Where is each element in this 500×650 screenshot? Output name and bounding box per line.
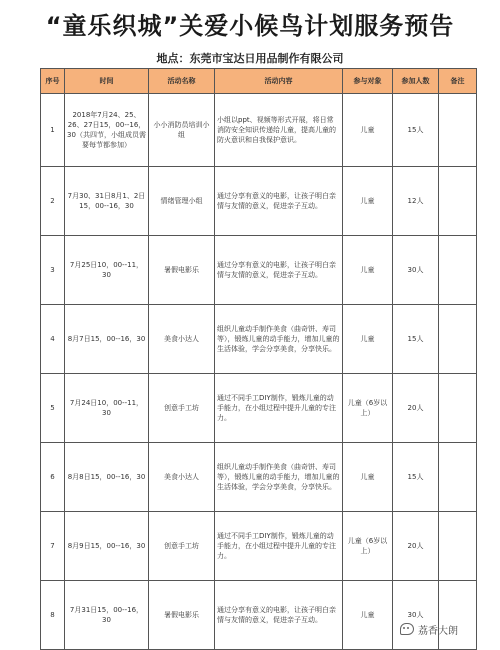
cell-count: 15人 [393, 443, 439, 512]
cell-count: 15人 [393, 94, 439, 167]
cell-content: 通过不同手工DIY制作，锻炼儿童的动手能力，在小组过程中提升儿童的专注力。 [215, 512, 343, 581]
watermark-text: 荔香大朗 [418, 625, 458, 637]
cell-target: 儿童 [343, 581, 393, 650]
cell-no: 5 [41, 374, 65, 443]
cell-note [439, 443, 477, 512]
cell-name: 创意手工坊 [149, 374, 215, 443]
cell-no: 4 [41, 305, 65, 374]
cell-note [439, 236, 477, 305]
table-header-row [41, 69, 477, 94]
col-header-target: 参与对象 [343, 69, 393, 94]
cell-time: 7月30、31日8月1、2日15，00--16，30 [65, 167, 149, 236]
cell-time: 7月25日10，00--11，30 [65, 236, 149, 305]
cell-count: 12人 [393, 167, 439, 236]
cell-time: 8月8日15，00--16，30 [65, 443, 149, 512]
cell-content: 通过分享有意义的电影，让孩子明白亲情与友情的意义，促进亲子互动。 [215, 581, 343, 650]
cell-note [439, 512, 477, 581]
cell-target: 儿童 [343, 94, 393, 167]
watermark [400, 621, 458, 637]
cell-count: 20人 [393, 374, 439, 443]
wechat-icon [400, 623, 414, 635]
table-row [41, 443, 477, 512]
cell-name: 情绪管理小组 [149, 167, 215, 236]
cell-name: 暑假电影乐 [149, 581, 215, 650]
cell-no: 6 [41, 443, 65, 512]
cell-time: 7月24日10，00--11，30 [65, 374, 149, 443]
cell-content: 通过分享有意义的电影，让孩子明白亲情与友情的意义，促进亲子互动。 [215, 167, 343, 236]
cell-note [439, 581, 477, 650]
col-header-content: 活动内容 [215, 69, 343, 94]
cell-no: 2 [41, 167, 65, 236]
cell-no: 1 [41, 94, 65, 167]
cell-no: 8 [41, 581, 65, 650]
cell-content: 小组以ppt、视频等形式开展，将日常消防安全知识传递给儿童，提高儿童的防火意识和自我保护意识。 [215, 94, 343, 167]
col-header-count: 参加人数 [393, 69, 439, 94]
cell-content: 组织儿童动手制作美食（曲奇饼、寿司等），锻炼儿童的动手能力，增加儿童的生活体验，学会分享美食，分享快乐。 [215, 443, 343, 512]
cell-count: 30人 [393, 236, 439, 305]
page-title: “童乐织城”关爱小候鸟计划服务预告 [45, 12, 455, 40]
cell-time: 7月31日15，00--16，30 [65, 581, 149, 650]
col-header-no: 序号 [41, 69, 65, 94]
table-row [41, 305, 477, 374]
table-row [41, 581, 477, 650]
cell-time: 2018年7月24、25、26、27日15，00--16，30（共四节，小组成员需要每节都参加） [65, 94, 149, 167]
cell-target: 儿童 [343, 167, 393, 236]
cell-note [439, 305, 477, 374]
table-row [41, 167, 477, 236]
cell-no: 3 [41, 236, 65, 305]
cell-time: 8月7日15，00--16，30 [65, 305, 149, 374]
cell-count: 30人 [393, 581, 439, 650]
cell-note [439, 167, 477, 236]
cell-name: 小小消防员培训小组 [149, 94, 215, 167]
cell-content: 通过分享有意义的电影，让孩子明白亲情与友情的意义，促进亲子互动。 [215, 236, 343, 305]
cell-time: 8月9日15，00--16，30 [65, 512, 149, 581]
col-header-time: 时间 [65, 69, 149, 94]
cell-target: 儿童 [343, 305, 393, 374]
cell-target: 儿童（6岁以上） [343, 374, 393, 443]
table-row [41, 512, 477, 581]
schedule-table [40, 68, 477, 650]
cell-no: 7 [41, 512, 65, 581]
col-header-note: 备注 [439, 69, 477, 94]
table-row [41, 94, 477, 167]
cell-content: 组织儿童动手制作美食（曲奇饼、寿司等），锻炼儿童的动手能力，增加儿童的生活体验，学会分享美食，分享快乐。 [215, 305, 343, 374]
location-line: 地点：东莞市宝达日用品制作有限公司 [156, 52, 344, 65]
cell-note [439, 374, 477, 443]
table-row [41, 374, 477, 443]
table-row [41, 236, 477, 305]
cell-note [439, 94, 477, 167]
cell-name: 暑假电影乐 [149, 236, 215, 305]
cell-content: 通过不同手工DIY制作，锻炼儿童的动手能力，在小组过程中提升儿童的专注力。 [215, 374, 343, 443]
cell-count: 20人 [393, 512, 439, 581]
cell-name: 美食小达人 [149, 443, 215, 512]
cell-target: 儿童 [343, 443, 393, 512]
cell-name: 创意手工坊 [149, 512, 215, 581]
cell-name: 美食小达人 [149, 305, 215, 374]
cell-target: 儿童 [343, 236, 393, 305]
cell-count: 15人 [393, 305, 439, 374]
col-header-name: 活动名称 [149, 69, 215, 94]
cell-target: 儿童（6岁以上） [343, 512, 393, 581]
